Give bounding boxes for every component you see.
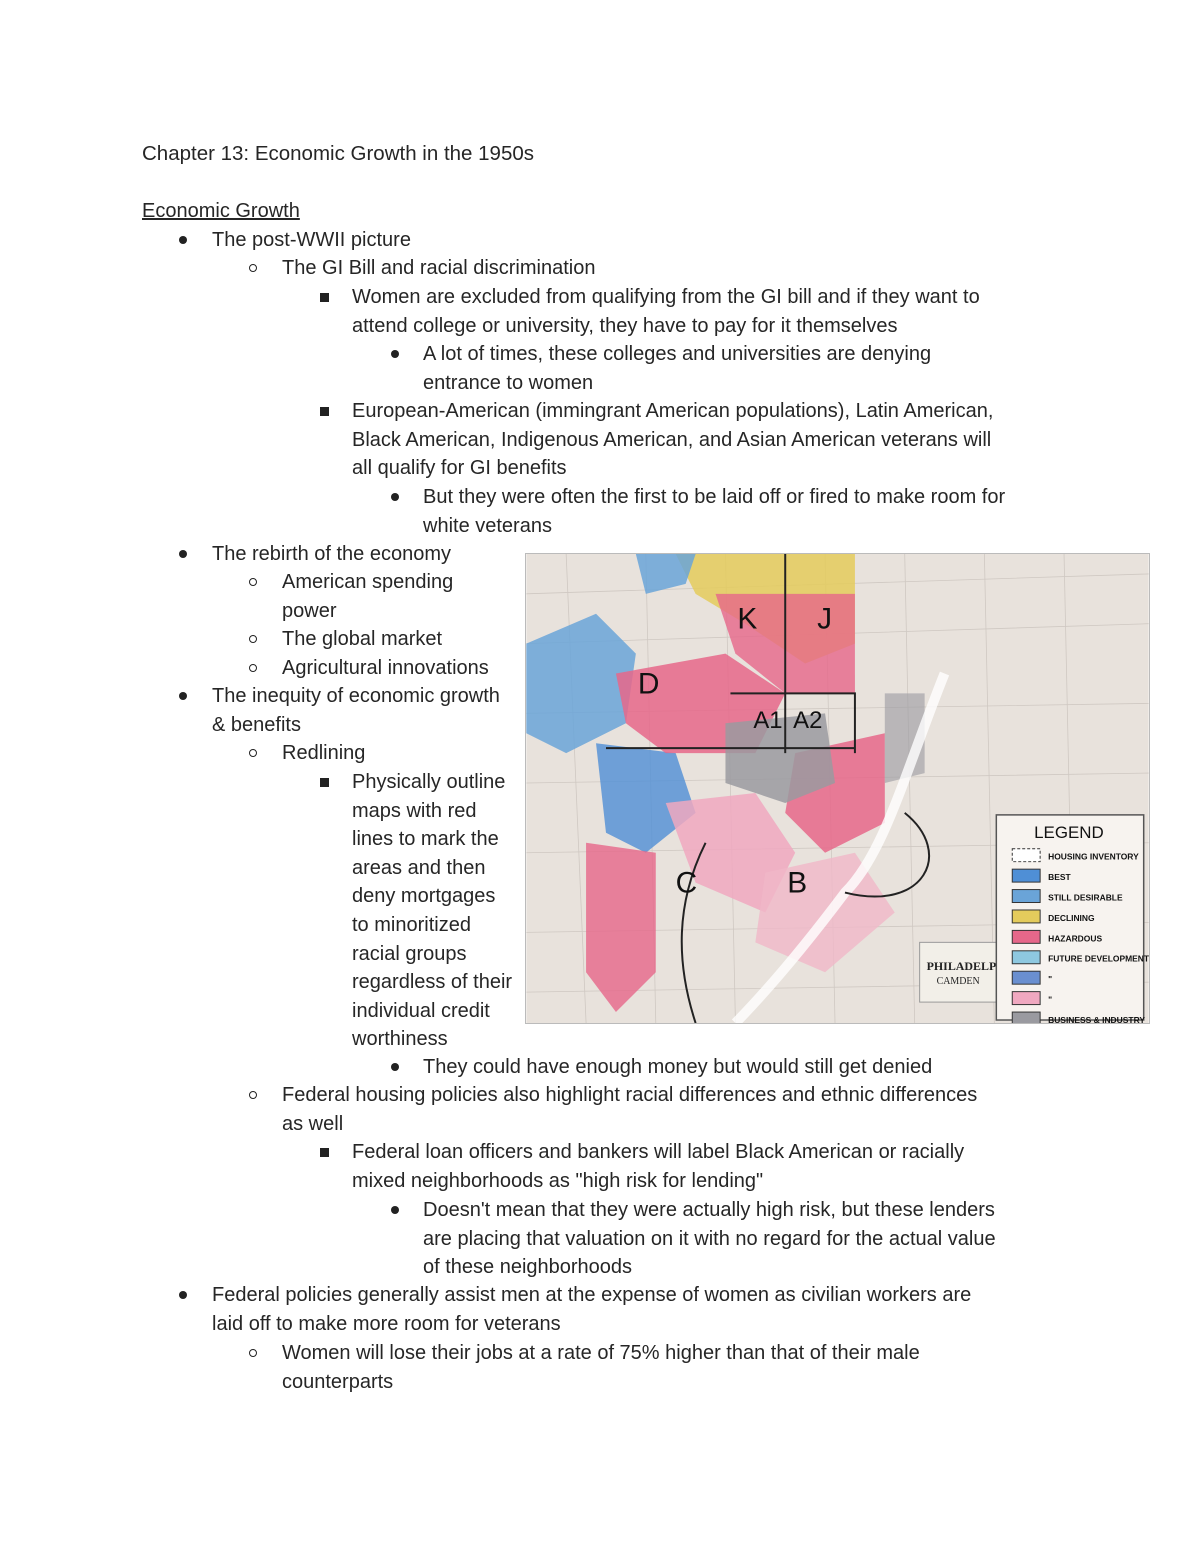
district-label-a1: A1 <box>753 707 783 735</box>
outline-item-text: European-American (immingrant American populations), Latin American, <box>352 400 994 422</box>
redlining-map-image <box>525 553 1150 1024</box>
legend-swatch <box>1012 849 1040 862</box>
legend-swatch <box>1012 910 1040 923</box>
bullet-marker <box>176 1283 190 1307</box>
legend-label: DECLINING <box>1048 912 1095 923</box>
outline-item-text: mixed neighborhoods as "high risk for lending" <box>352 1169 764 1192</box>
district-label-k: K <box>737 602 758 636</box>
bullet-marker <box>388 1198 402 1222</box>
outline-item-text: The rebirth of the economy <box>212 543 452 565</box>
outline-item-text: power <box>282 599 337 622</box>
outline-item-text: deny mortgages <box>352 885 496 908</box>
outline-item-text: The GI Bill and racial discrimination <box>282 257 596 279</box>
bullet-marker <box>388 1055 402 1079</box>
outline-item-text: American spending <box>282 571 454 593</box>
district-label-a2: A2 <box>793 707 823 735</box>
legend-swatch <box>1012 951 1040 964</box>
outline-item-text: Federal housing policies also highlight racial differences and ethnic differences <box>282 1084 978 1106</box>
outline-item-text: are placing that valuation on it with no regard for the actual value <box>423 1227 996 1250</box>
legend-label: " <box>1048 974 1053 985</box>
legend-swatch <box>1012 869 1040 882</box>
legend-label: " <box>1048 994 1053 1005</box>
outline-item-text: worthiness <box>352 1028 448 1051</box>
outline-item-text: Federal loan officers and bankers will label Black American or racially <box>352 1141 965 1163</box>
outline-item-text: Federal policies generally assist men at the expense of women as civilian workers are <box>212 1284 972 1306</box>
bullet-marker <box>246 741 260 765</box>
legend-swatch <box>1012 971 1040 984</box>
bullet-marker <box>246 1341 260 1365</box>
outline-item-text: racial groups <box>352 942 467 965</box>
legend-swatch <box>1012 930 1040 943</box>
outline-item-text: laid off to make more room for veterans <box>212 1312 561 1335</box>
bullet-marker <box>176 542 190 566</box>
outline-item-text: as well <box>282 1112 344 1135</box>
bullet-marker <box>176 228 190 252</box>
outline-item-text: entrance to women <box>423 371 594 394</box>
outline-item-text: A lot of times, these colleges and universities are denying <box>423 343 932 365</box>
outline-item-text: Black American, Indigenous American, and Asian American veterans will <box>352 428 992 451</box>
legend-swatch <box>1012 890 1040 903</box>
map-cartouche <box>920 942 1000 1002</box>
section-heading: Economic Growth <box>142 200 300 222</box>
outline-item-text: attend college or university, they have to pay for it themselves <box>352 314 898 337</box>
map-legend <box>996 815 1150 1024</box>
outline-item-text: The global market <box>282 628 443 650</box>
page-title: Chapter 13: Economic Growth in the 1950s <box>142 142 534 165</box>
outline-item-text: They could have enough money but would still get denied <box>423 1056 933 1078</box>
outline-item-text: regardless of their <box>352 971 513 994</box>
bullet-marker <box>388 485 402 509</box>
legend-label: HAZARDOUS <box>1048 933 1103 944</box>
outline-item-text: individual credit <box>352 999 490 1022</box>
legend-label: BEST <box>1048 872 1071 883</box>
legend-swatch <box>1012 1012 1040 1024</box>
district-label-c: C <box>675 866 698 900</box>
outline-item-text: Redlining <box>282 742 366 764</box>
outline-item-text: But they were often the first to be laid off or fired to make room for <box>423 486 1006 508</box>
outline-item-text: Doesn't mean that they were actually high risk, but these lenders <box>423 1199 995 1221</box>
bullet-marker <box>176 684 190 708</box>
district-label-j: J <box>817 602 833 636</box>
outline-item-text: areas and then <box>352 856 486 879</box>
bullet-marker <box>317 285 331 309</box>
outline-item-text: Women will lose their jobs at a rate of 75% higher than that of their male <box>282 1342 920 1364</box>
bullet-marker <box>246 256 260 280</box>
bullet-marker <box>246 656 260 680</box>
bullet-marker <box>317 1140 331 1164</box>
outline-item-text: to minoritized <box>352 914 471 936</box>
outline-item-text: & benefits <box>212 713 301 736</box>
legend-label: HOUSING INVENTORY <box>1048 851 1139 862</box>
bullet-marker <box>388 342 402 366</box>
outline-item-text: The post-WWII picture <box>212 229 411 251</box>
legend-label: FUTURE DEVELOPMENT <box>1048 953 1150 964</box>
outline-item-text: Women are excluded from qualifying from the GI bill and if they want to <box>352 286 980 308</box>
outline-item-text: lines to mark the <box>352 828 499 851</box>
outline-item-text: white veterans <box>423 514 552 537</box>
outline-item-text: maps with red <box>352 799 477 822</box>
bullet-marker <box>246 570 260 594</box>
outline-item-text: Agricultural innovations <box>282 657 489 679</box>
legend-title: LEGEND <box>1034 822 1104 842</box>
cartouche-city: PHILADELP <box>926 959 997 974</box>
bullet-marker <box>317 399 331 423</box>
bullet-marker <box>246 1083 260 1107</box>
bullet-marker <box>246 627 260 651</box>
bullet-marker <box>317 770 331 794</box>
outline-item-text: Physically outline <box>352 771 506 793</box>
outline-item-text: The inequity of economic growth <box>212 685 500 707</box>
legend-label: STILL DESIRABLE <box>1048 892 1123 903</box>
district-label-b: B <box>787 866 808 900</box>
outline-item-text: of these neighborhoods <box>423 1256 633 1279</box>
district-label-d: D <box>637 667 660 701</box>
outline-item-text: all qualify for GI benefits <box>352 457 567 480</box>
legend-swatch <box>1012 992 1040 1005</box>
cartouche-camden: CAMDEN <box>936 976 980 988</box>
legend-label: BUSINESS & INDUSTRY <box>1048 1015 1146 1024</box>
outline-item-text: counterparts <box>282 1370 394 1393</box>
